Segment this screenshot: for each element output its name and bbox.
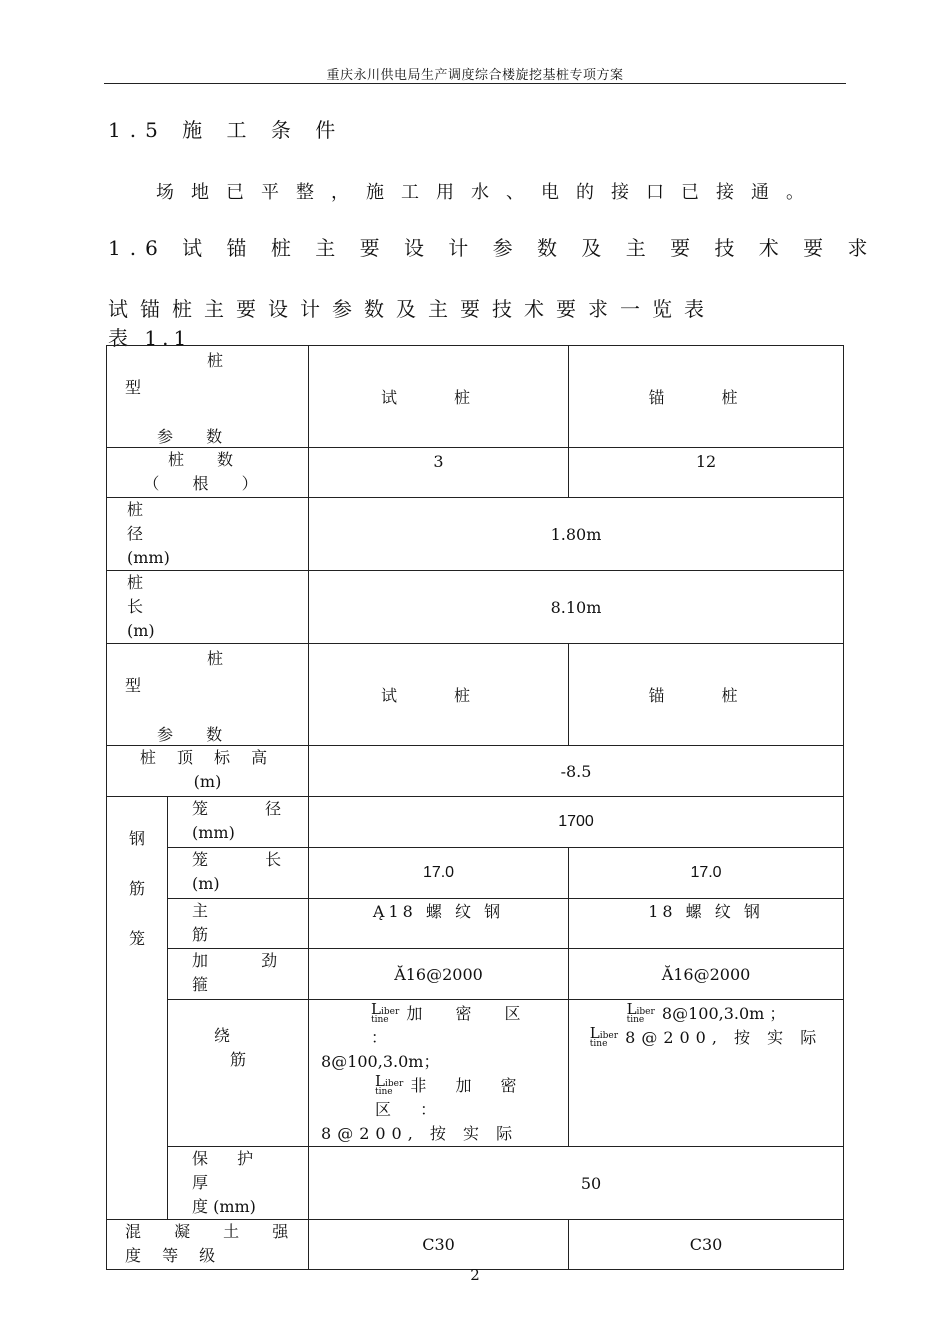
row-label-cover-thickness: 保 护 厚 度 (mm) (168, 1147, 309, 1220)
rebar-symbol-icon: Liber tine (375, 1072, 404, 1097)
row-label-spiral-bar: 绕 筋 (168, 1000, 309, 1147)
rebar-symbol-icon: Liber tine (371, 1000, 400, 1025)
cover-thickness-value: 50 (309, 1147, 844, 1220)
header-diagonal-cell: 桩 型 参 数 (107, 644, 309, 746)
main-bar-test: Ą18 螺 纹 钢 (309, 899, 569, 949)
concrete-grade-anchor: C30 (569, 1220, 844, 1270)
table-row (107, 746, 844, 797)
parameter-table (106, 345, 844, 1270)
header-test-pile: 试 桩 (309, 346, 569, 448)
spiral-bar-anchor: Liber tine 8@100,3.0m ； Liber tine 8@200, 按 实 际 (569, 1000, 844, 1147)
cage-group-label: 钢 筋 笼 (107, 797, 168, 1220)
table-caption: 试锚桩主要设计参数及主要技术要求一览表 (108, 297, 716, 321)
section-heading-1-5: 1.5 施 工 条 件 (108, 118, 345, 142)
row-label-length: 桩 长 (m) (107, 571, 309, 644)
top-elevation-value: -8.5 (309, 746, 844, 797)
section-heading-1-6: 1.6 试 锚 桩 主 要 设 计 参 数 及 主 要 技 术 要 求 (108, 236, 877, 260)
table-row (107, 498, 844, 571)
table-row (107, 1220, 844, 1270)
row-label-concrete-grade: 混 凝 土 强 度 等 级 (107, 1220, 309, 1270)
table-row (107, 899, 844, 949)
header-test-pile: 试 桩 (309, 644, 569, 746)
count-anchor: 12 (569, 448, 844, 498)
header-divider (104, 83, 846, 84)
length-value: 8.10m (309, 571, 844, 644)
row-label-diameter: 桩 径 (mm) (107, 498, 309, 571)
concrete-grade-test: C30 (309, 1220, 569, 1270)
row-label-top-elevation: 桩 顶 标 高 (m) (107, 746, 309, 797)
cage-diameter-value: 1700 (309, 797, 844, 848)
rebar-symbol-icon: Liber tine (626, 1000, 655, 1025)
table-header-row (107, 644, 844, 746)
stiffening-hoop-anchor: Ă16@2000 (569, 949, 844, 1000)
header-label-pile: 桩 (207, 351, 224, 370)
table-row (107, 949, 844, 1000)
table-number: 表 1.1 (108, 326, 192, 350)
cage-length-test: 17.0 (309, 848, 569, 899)
main-bar-anchor: 18 螺 纹 钢 (569, 899, 844, 949)
spiral-bar-test: Liber tine 加 密 区 ： 8@100,3.0m； Liber tine 非 加 密 区 ： 8@200, 按 实 际 (309, 1000, 569, 1147)
table-row (107, 571, 844, 644)
row-label-main-bar: 主 筋 (168, 899, 309, 949)
header-anchor-pile: 锚 桩 (569, 644, 844, 746)
paragraph-site-conditions: 场地已平整，施工用水、电的接口已接通。 (156, 182, 821, 203)
rebar-symbol-icon: Liber tine (589, 1024, 619, 1049)
header-label-type: 型 (125, 378, 142, 397)
stiffening-hoop-test: Ă16@2000 (309, 949, 569, 1000)
table-row (107, 848, 844, 899)
row-label-count: 桩 数 （ 根 ） (107, 448, 309, 498)
header-anchor-pile: 锚 桩 (569, 346, 844, 448)
table-row (107, 797, 844, 848)
table-header-row (107, 346, 844, 448)
page-number: 2 (470, 1266, 480, 1284)
cage-length-anchor: 17.0 (569, 848, 844, 899)
diameter-value: 1.80m (309, 498, 844, 571)
row-label-cage-length: 笼 长 (m) (168, 848, 309, 899)
row-label-cage-diameter: 笼 径 (mm) (168, 797, 309, 848)
table-row (107, 448, 844, 498)
table-row (107, 1147, 844, 1220)
header-diagonal-cell (107, 346, 309, 448)
header-label-params: 参 数 (157, 427, 237, 446)
row-label-stiffening-hoop: 加 劲 箍 (168, 949, 309, 1000)
running-header: 重庆永川供电局生产调度综合楼旋挖基桩专项方案 (326, 68, 624, 83)
table-row (107, 1000, 844, 1147)
count-test: 3 (309, 448, 569, 498)
